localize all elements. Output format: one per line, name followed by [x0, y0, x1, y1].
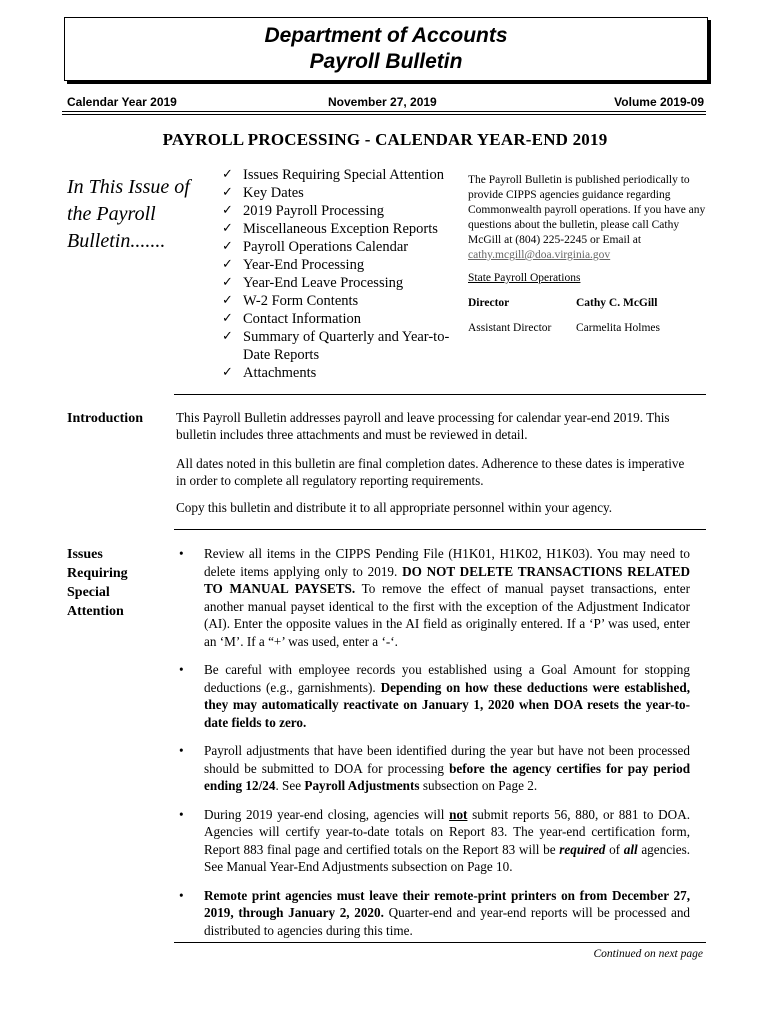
- sidebar-description: The Payroll Bulletin is published periodically to provide CIPPS agencies guidance regarding Commonwealth payroll operations. If you have any questions about the bulletin, please call Cathy McGill at (804) 225-2245 or Email at: [468, 174, 706, 246]
- checkmark-icon: ✓: [222, 221, 233, 236]
- checkmark-icon: ✓: [222, 311, 233, 326]
- checkmark-icon: ✓: [222, 239, 233, 254]
- bulletin-title: Payroll Bulletin: [309, 50, 463, 73]
- checkmark-icon: ✓: [222, 185, 233, 200]
- contact-sidebar: [468, 173, 708, 336]
- bullet-icon: •: [179, 806, 184, 822]
- toc-item: ✓ Key Dates: [222, 185, 304, 201]
- issue-date: November 27, 2019: [328, 95, 437, 109]
- list-item: • Review all items in the CIPPS Pending File (H1K01, H1K02, H1K03). You may need to delete items applying only to 2019. DO NOT DELETE TRANSACTIONS RELATED TO MANUAL PAYSETS. To remove the effect of manual payset transactions, enter another manual payset identical to the first with the exception of the Adjustment Indicator (AI). Enter the opposite values in the AI field as originally entered. If a ‘P’ was used, enter an ‘M’. If a “+’ was used, enter a ‘-‘.: [179, 546, 691, 649]
- intro-paragraph: This Payroll Bulletin addresses payroll and leave processing for calendar year-end 2019. This bulletin includes three attachments and must be reviewed in detail.: [176, 410, 670, 442]
- in-this-issue-heading: In This Issue of the Payroll Bulletin.......: [67, 176, 190, 252]
- intro-paragraph: All dates noted in this bulletin are final completion dates. Adherence to these dates is imperative in order to complete all regulatory reporting requirements.: [176, 456, 685, 488]
- toc-item: ✓ Year-End Leave Processing: [222, 275, 404, 291]
- intro-paragraph: Copy this bulletin and distribute it to all appropriate personnel within your agency.: [176, 500, 613, 515]
- list-item: • During 2019 year-end closing, agencies will not submit reports 56, 880, or 881 to DOA. Agencies will certify year-to-date totals on Report 83. The year-end certification form, Report 883 final page and certified totals on the Report 83 will be required of all agencies. See Manual Year-End Adjustments subsection on Page 10.: [179, 806, 691, 874]
- list-item: • Remote print agencies must leave their remote-print printers on from December 27, 2019, through January 2, 2020. Quarter-end and year-end reports will be processed and distributed to agencies during this time.: [179, 887, 691, 938]
- director-name: Cathy C. McGill: [576, 297, 658, 309]
- list-item: • Payroll adjustments that have been identified during the year but have not been processed should be submitted to DOA for processing before the agency certifies for pay period ending 12/24. See Payroll Adjustments subsection on Page 2.: [179, 743, 691, 793]
- table-of-contents: [222, 166, 458, 382]
- bullet-icon: •: [179, 887, 184, 903]
- divider: [174, 529, 706, 530]
- director-title: Director: [468, 297, 510, 309]
- toc-item: ✓ Summary of Quarterly and Year-to-Date Reports: [222, 329, 450, 363]
- issues-list: [176, 545, 690, 950]
- assistant-director-name: Carmelita Holmes: [576, 322, 660, 334]
- checkmark-icon: ✓: [222, 293, 233, 308]
- toc-item: ✓ W-2 Form Contents: [222, 293, 359, 309]
- divider: [174, 394, 706, 395]
- toc-item: ✓ Miscellaneous Exception Reports: [222, 221, 438, 237]
- bullet-icon: •: [179, 743, 184, 758]
- toc-item: ✓ 2019 Payroll Processing: [222, 203, 384, 219]
- toc-item: ✓ Year-End Processing: [222, 257, 365, 273]
- continued-note: Continued on next page: [593, 948, 703, 960]
- introduction-label: Introduction: [67, 411, 143, 426]
- department-title: Department of Accounts: [264, 24, 508, 47]
- volume-number: Volume 2019-09: [614, 95, 704, 109]
- bullet-icon: •: [179, 546, 184, 561]
- email-link[interactable]: cathy.mcgill@doa.virginia.gov: [468, 249, 611, 261]
- divider: [62, 114, 706, 115]
- issues-label: Issues Requiring Special Attention: [67, 547, 128, 619]
- toc-item: ✓ Contact Information: [222, 311, 361, 327]
- toc-item: ✓ Issues Requiring Special Attention: [222, 167, 444, 183]
- checkmark-icon: ✓: [222, 275, 233, 290]
- assistant-director-title: Assistant Director: [468, 322, 552, 334]
- divider: [174, 942, 706, 943]
- list-item: • Be careful with employee records you established using a Goal Amount for stopping deductions (e.g., garnishments). Depending on how these deductions were established, they may automatically reactivate on January 1, 2020 when DOA resets the year-to-date fields to zero.: [179, 662, 690, 730]
- toc-item: ✓ Attachments: [222, 365, 317, 381]
- state-payroll-operations: State Payroll Operations: [468, 272, 581, 284]
- checkmark-icon: ✓: [222, 257, 233, 272]
- checkmark-icon: ✓: [222, 329, 233, 344]
- toc-item: ✓ Payroll Operations Calendar: [222, 239, 409, 255]
- assistant-director-row: [468, 321, 708, 336]
- director-row: [468, 296, 708, 311]
- page-title: PAYROLL PROCESSING - CALENDAR YEAR-END 2019: [162, 130, 608, 149]
- bullet-icon: •: [179, 662, 184, 677]
- checkmark-icon: ✓: [222, 365, 233, 380]
- divider: [62, 111, 706, 112]
- checkmark-icon: ✓: [222, 203, 233, 218]
- checkmark-icon: ✓: [222, 167, 233, 182]
- calendar-year: Calendar Year 2019: [67, 95, 177, 109]
- bulletin-header: [64, 17, 708, 81]
